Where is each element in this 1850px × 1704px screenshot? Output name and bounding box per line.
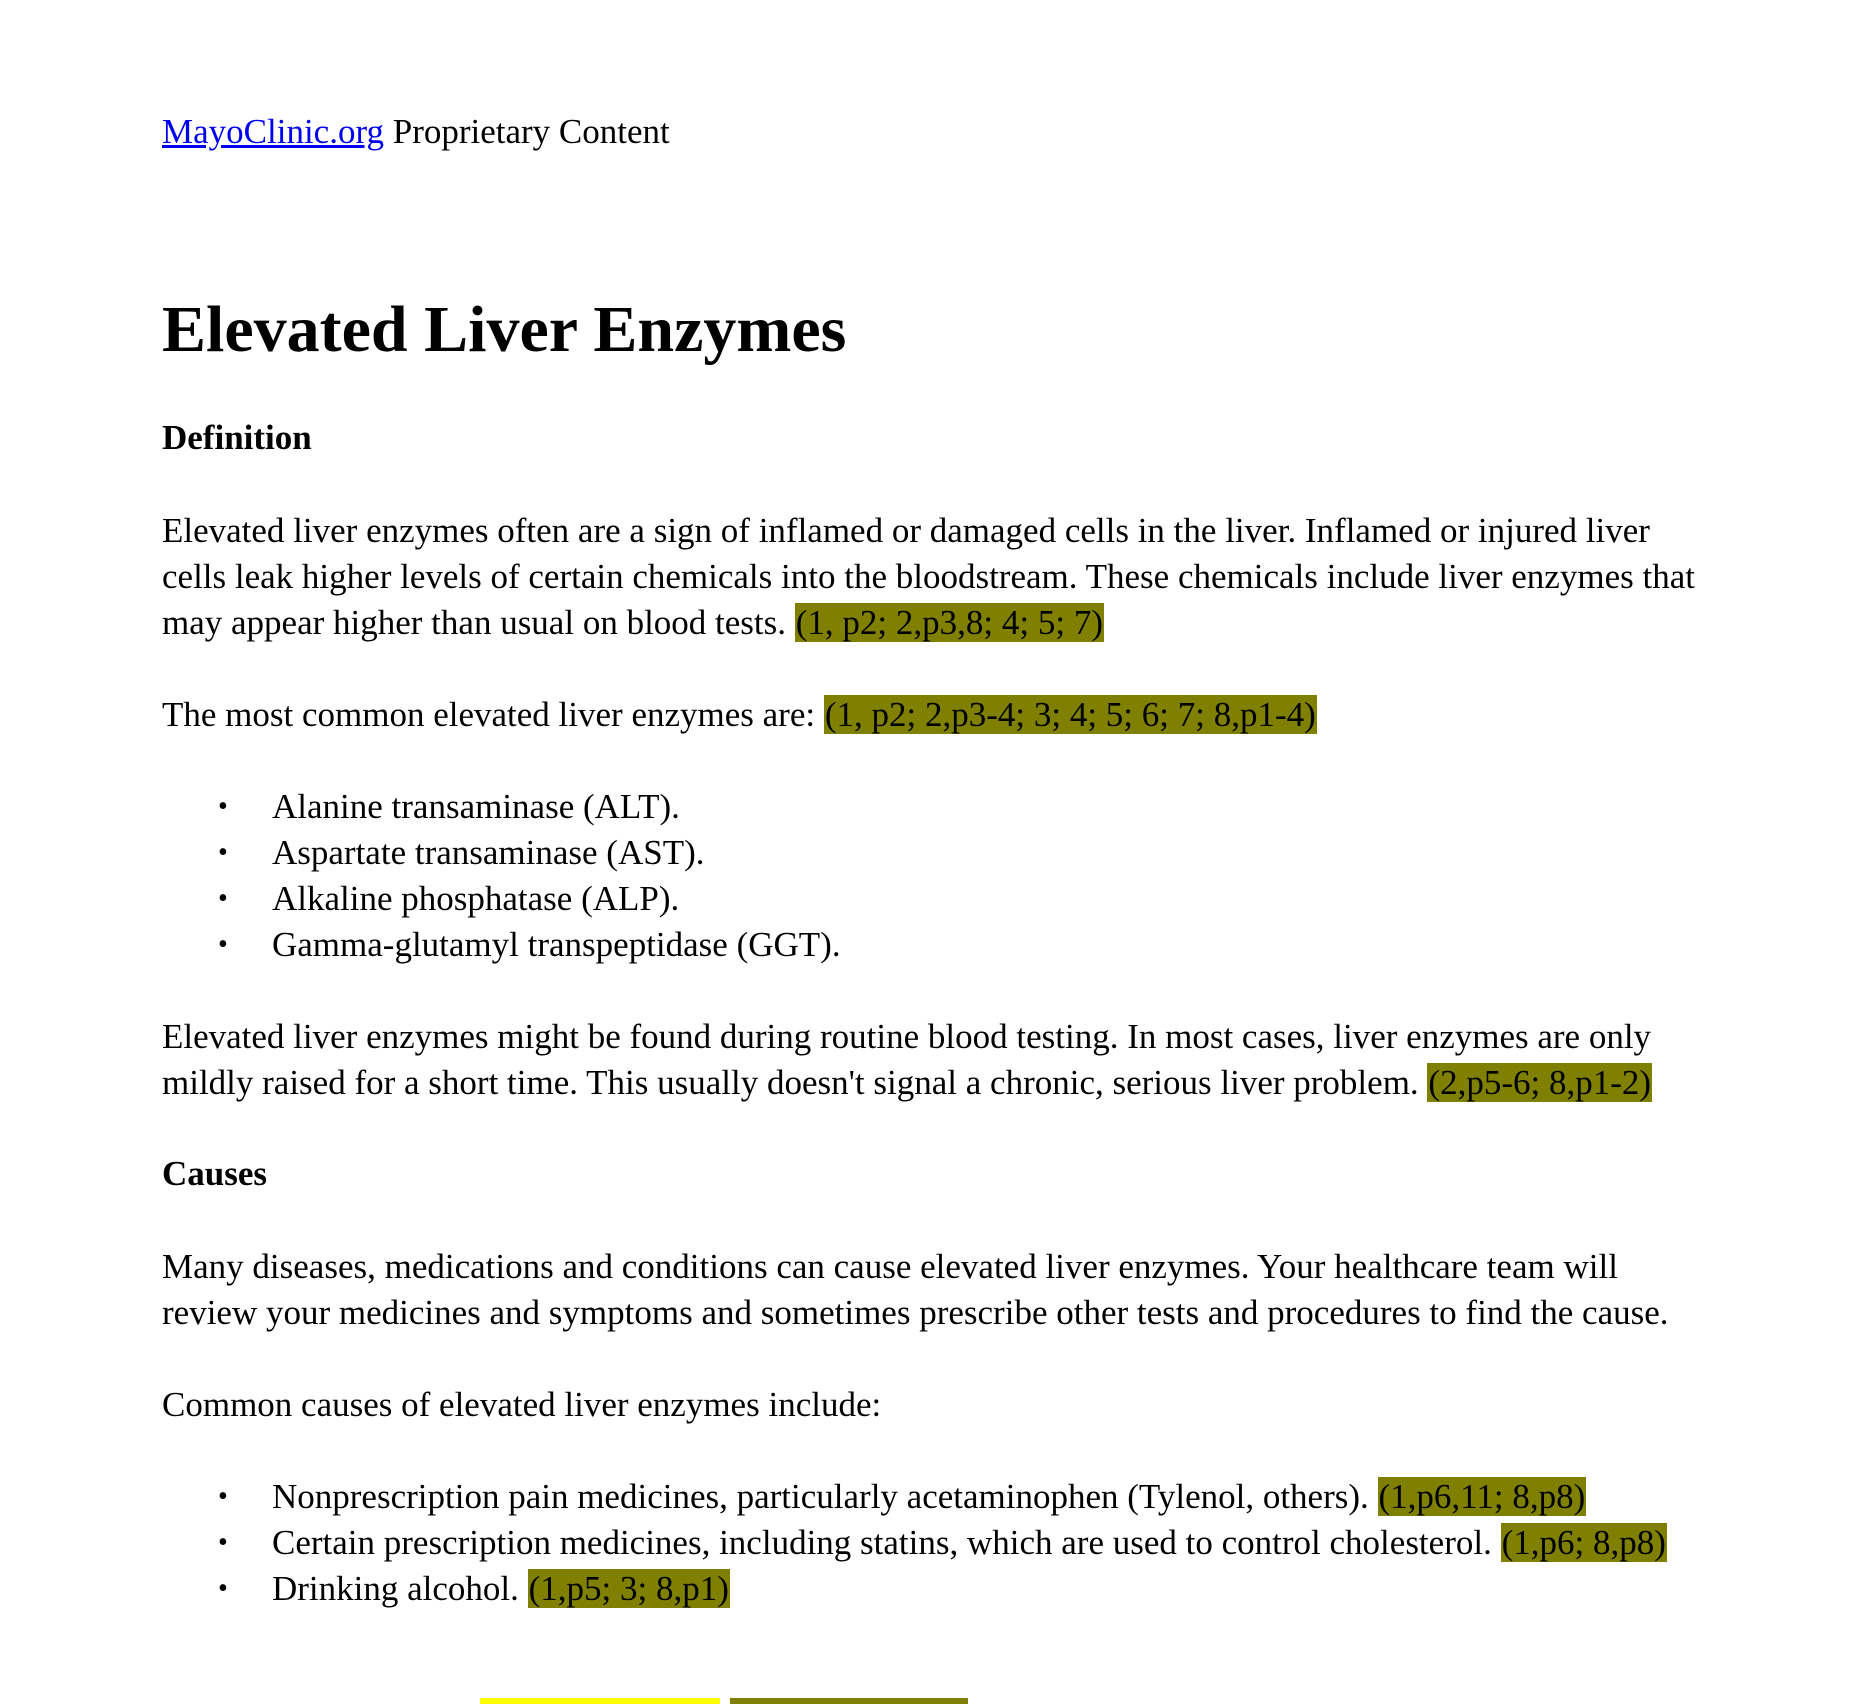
bullet-icon: • — [218, 883, 228, 914]
list-item-text: Certain prescription medicines, including statins, which are used to control cholesterol. — [272, 1523, 1492, 1562]
list-item-text: Drinking alcohol. — [272, 1569, 519, 1608]
definition-paragraph-2 — [162, 692, 1702, 738]
definition-paragraph-3 — [162, 1014, 1702, 1106]
list-item — [162, 922, 1712, 968]
list-item-text: Aspartate transaminase (AST). — [272, 833, 705, 872]
citation-highlight: (1, p2; 2,p3,8; 4; 5; 7) — [795, 603, 1103, 642]
page-title: Elevated Liver Enzymes — [162, 293, 847, 366]
list-item — [162, 876, 1712, 922]
mayoclinic-link[interactable]: MayoClinic.org — [162, 112, 384, 151]
definition-paragraph-1-text: Elevated liver enzymes often are a sign of inflamed or damaged cells in the liver. Inflamed or injured liver cells leak higher levels of certain chemicals into the bloodstream. These chemicals include liver enzymes that may appear higher than usual on blood tests. — [162, 511, 1695, 642]
list-item-text: Alanine transaminase (ALT). — [272, 787, 680, 826]
list-item — [162, 830, 1712, 876]
citation-highlight: (1,p6; 8,p8) — [1501, 1523, 1666, 1562]
citation-highlight: (1, p2; 2,p3-4; 3; 4; 5; 6; 7; 8,p1-4) — [824, 695, 1316, 734]
list-item-text: Nonprescription pain medicines, particularly acetaminophen (Tylenol, others). — [272, 1477, 1369, 1516]
list-item-text: Alkaline phosphatase (ALP). — [272, 879, 680, 918]
causes-paragraph-1: Many diseases, medications and conditions can cause elevated liver enzymes. Your healthcare team will review your medicines and symptoms and sometimes prescribe other tests and procedures to find the cause. — [162, 1247, 1669, 1332]
citation-highlight: (1,p5; 3; 8,p1) — [528, 1569, 729, 1608]
list-item-text: Gamma-glutamyl transpeptidase (GGT). — [272, 925, 841, 964]
definition-heading: Definition — [162, 418, 312, 457]
definition-paragraph-3-text: Elevated liver enzymes might be found during routine blood testing. In most cases, liver enzymes are only mildly raised for a short time. This usually doesn't signal a chronic, serious liver problem. — [162, 1017, 1652, 1102]
citation-highlight: (2,p5-6; 8,p1-2) — [1428, 1063, 1652, 1102]
bullet-icon: • — [218, 1573, 228, 1604]
citation-highlight-fragment — [730, 1698, 968, 1704]
cut-off-next-line — [480, 1698, 980, 1704]
list-item — [162, 1474, 1712, 1520]
definition-paragraph-2-text: The most common elevated liver enzymes are: — [162, 695, 816, 734]
causes-paragraph-2: Common causes of elevated liver enzymes include: — [162, 1385, 882, 1424]
list-item — [162, 784, 1712, 830]
document-content — [162, 108, 1712, 1612]
causes-heading: Causes — [162, 1154, 268, 1193]
definition-paragraph-1 — [162, 508, 1702, 646]
enzyme-list — [162, 784, 1712, 968]
bullet-icon: • — [218, 837, 228, 868]
bullet-icon: • — [218, 1527, 228, 1558]
causes-list — [162, 1474, 1712, 1612]
bullet-icon: • — [218, 791, 228, 822]
source-line — [162, 108, 1702, 156]
bullet-icon: • — [218, 1481, 228, 1512]
yellow-highlight-fragment — [480, 1698, 720, 1704]
list-item — [162, 1520, 1712, 1566]
source-suffix: Proprietary Content — [383, 112, 670, 151]
bullet-icon: • — [218, 929, 228, 960]
citation-highlight: (1,p6,11; 8,p8) — [1378, 1477, 1586, 1516]
list-item — [162, 1566, 1712, 1612]
